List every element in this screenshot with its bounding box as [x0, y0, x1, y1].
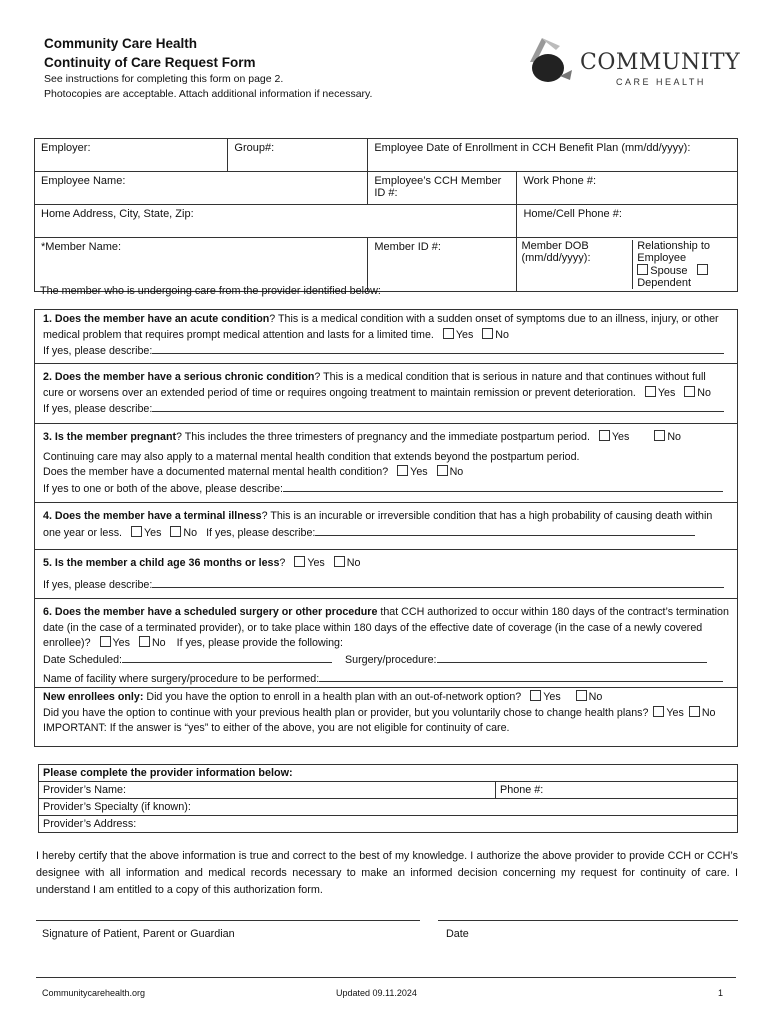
- q4-describe-label: If yes, please describe:: [206, 526, 316, 539]
- member-name-field[interactable]: *Member Name:: [35, 238, 368, 292]
- certification-text: I hereby certify that the above information is true and correct to the best of my knowledge. I authorize the above provider to provide CCH or CCH’s designee with all information and medical records necessary to make an informed decision concerning my request for continuity of care. I understand I am entitled to a copy of this authorization form.: [36, 850, 738, 896]
- provider-info-table: [38, 764, 738, 833]
- question-3: [35, 424, 737, 503]
- instructions-line-1: See instructions for completing this form on page 2.: [44, 73, 284, 85]
- new-enrollees-section: [35, 688, 737, 746]
- q2-yes-label: Yes: [657, 386, 676, 399]
- provider-address-field[interactable]: Provider’s Address:: [39, 816, 738, 833]
- date-label: Date: [446, 928, 469, 940]
- new-enrollees-question-2: Did you have the option to continue with your previous health plan or provider, but you voluntarily chose to change health plans?: [43, 706, 649, 719]
- relationship-label: Relationship to Employee: [637, 240, 711, 264]
- new-q1-no-checkbox[interactable]: [576, 690, 587, 701]
- logo-subtitle: CARE HEALTH: [616, 77, 706, 87]
- new-q1-no-label: No: [588, 691, 603, 703]
- q5-yes-label: Yes: [307, 557, 325, 569]
- q4-heading: 4. Does the member have a terminal illness: [43, 510, 262, 522]
- q6-yes-checkbox[interactable]: [100, 636, 111, 647]
- q6-facility-label: Name of facility where surgery/procedure to be performed:: [43, 673, 320, 685]
- q2-text: ? This is a medical condition that is serious in nature and that continues without full cure or worsens over an extended period of time or requires ongoing treatment to maintain remission or prevent deterioration.: [43, 371, 706, 399]
- q5-heading: 5. Is the member a child age 36 months or less: [43, 557, 280, 569]
- question-2: [35, 364, 737, 424]
- employee-info-table: [34, 138, 738, 292]
- q6-facility-line[interactable]: [319, 671, 723, 682]
- home-address-field[interactable]: Home Address, City, State, Zip:: [35, 205, 517, 238]
- q6-no-label: No: [151, 637, 166, 649]
- employee-name-field[interactable]: Employee Name:: [35, 172, 368, 205]
- question-1: [35, 310, 737, 364]
- provider-heading: Please complete the provider information below:: [39, 765, 738, 782]
- q4-yes-label: Yes: [144, 526, 162, 539]
- q3-maternal-text: Continuing care may also apply to a maternal mental health condition that extends beyond the postpartum period.: [43, 450, 580, 463]
- page-number: 1: [718, 988, 724, 998]
- q5-describe-label: If yes, please describe:: [43, 578, 153, 591]
- q6-date-label: Date Scheduled:: [43, 653, 123, 666]
- question-6: [35, 599, 737, 688]
- q2-no-label: No: [697, 386, 711, 399]
- community-care-health-logo: [520, 32, 740, 92]
- signature-label: Signature of Patient, Parent or Guardian: [42, 928, 235, 940]
- q4-no-checkbox[interactable]: [170, 526, 181, 537]
- provider-phone-field[interactable]: Phone #:: [496, 782, 738, 799]
- q1-text: ? This is a medical condition with a sudden onset of symptoms due to an illness, injury, or other medical problem that requires prompt medical attention and lasts for a limited time.: [43, 313, 719, 341]
- q6-no-checkbox[interactable]: [139, 636, 150, 647]
- q1-yes-label: Yes: [455, 328, 474, 341]
- employer-field[interactable]: Employer:: [35, 139, 228, 172]
- q1-describe-label: If yes, please describe:: [43, 345, 153, 357]
- spouse-label: Spouse: [650, 265, 688, 277]
- q1-describe-line[interactable]: [152, 343, 724, 354]
- work-phone-field[interactable]: Work Phone #:: [517, 172, 738, 205]
- q6-heading: 6. Does the member have a scheduled surgery or other procedure: [43, 606, 378, 618]
- member-dob-relationship-cell: [517, 238, 738, 292]
- question-5: 5. Is the member a child age 36 months or less? Yes No If yes, please describe:: [35, 550, 737, 599]
- new-q2-yes-checkbox[interactable]: [653, 706, 664, 717]
- q4-describe-line[interactable]: [315, 525, 695, 536]
- logo-word: COMMUNITY: [580, 50, 741, 75]
- q3b-yes-checkbox[interactable]: [397, 465, 408, 476]
- q3b-yes-label: Yes: [410, 466, 428, 478]
- new-q2-no-checkbox[interactable]: [689, 706, 700, 717]
- home-cell-phone-field[interactable]: Home/Cell Phone #:: [517, 205, 738, 238]
- member-id-field[interactable]: Member ID #:: [368, 238, 517, 292]
- q2-yes-checkbox[interactable]: [645, 386, 656, 397]
- q1-no-checkbox[interactable]: [482, 328, 493, 339]
- relationship-group: [632, 240, 733, 289]
- enrollment-date-field[interactable]: Employee Date of Enrollment in CCH Benefit Plan (mm/dd/yyyy):: [368, 139, 738, 172]
- q1-yes-checkbox[interactable]: [443, 328, 454, 339]
- q2-describe-line[interactable]: [152, 401, 724, 412]
- q3-yes-checkbox[interactable]: [599, 430, 610, 441]
- new-enrollees-heading: New enrollees only:: [43, 691, 144, 703]
- q3-describe-line[interactable]: [283, 481, 723, 492]
- provider-name-field[interactable]: Provider’s Name:: [39, 782, 496, 799]
- q6-text: that CCH authorized to occur within 180 days of the contract’s termination date (in the case of a terminated provider), or to take place within 180 days of the effective date of coverage (in the case of a newly covered enrollee)?: [43, 606, 729, 649]
- q6-yes-label: Yes: [112, 637, 130, 649]
- q6-provide-label: If yes, please provide the following:: [176, 637, 343, 649]
- new-q2-no-label: No: [701, 706, 716, 719]
- q4-yes-checkbox[interactable]: [131, 526, 142, 537]
- instructions-line-2: Photocopies are acceptable. Attach additional information if necessary.: [44, 88, 373, 100]
- q6-surgery-label: Surgery/procedure:: [345, 653, 437, 666]
- q6-surgery-line[interactable]: [437, 652, 707, 663]
- important-notice: IMPORTANT: If the answer is “yes” to either of the above, you are not eligible for continuity of care.: [43, 722, 510, 734]
- q1-heading: 1. Does the member have an acute condition: [43, 313, 270, 325]
- cch-member-id-field[interactable]: Employee’s CCH Member ID #:: [368, 172, 517, 205]
- q5-no-checkbox[interactable]: [334, 556, 345, 567]
- q3b-no-checkbox[interactable]: [437, 465, 448, 476]
- new-q1-yes-label: Yes: [543, 691, 561, 703]
- q3-yes-label: Yes: [611, 431, 630, 443]
- q6-date-line[interactable]: [122, 652, 332, 663]
- footer-website: Communitycarehealth.org: [42, 988, 146, 998]
- q3b-no-label: No: [449, 466, 464, 478]
- intro-text: The member who is undergoing care from the provider identified below:: [40, 285, 381, 297]
- questions-box: [34, 309, 738, 747]
- q3-maternal-question: Does the member have a documented maternal mental health condition?: [43, 466, 389, 478]
- q3-no-label: No: [667, 431, 681, 443]
- q3-text: ? This includes the three trimesters of pregnancy and the immediate postpartum period.: [176, 431, 590, 443]
- footer-updated: Updated 09.11.2024: [336, 988, 417, 998]
- dependent-checkbox[interactable]: [697, 264, 708, 275]
- q2-no-checkbox[interactable]: [684, 386, 695, 397]
- dependent-label: Dependent: [637, 277, 692, 289]
- signature-line[interactable]: [36, 920, 420, 921]
- date-line[interactable]: [438, 920, 738, 921]
- q4-no-label: No: [183, 526, 198, 539]
- q4-text: ? This is an incurable or irreversible condition that has a high probability of causing death within one year or less.: [43, 510, 713, 539]
- new-q1-yes-checkbox[interactable]: [530, 690, 541, 701]
- question-4: [35, 503, 737, 550]
- spouse-checkbox[interactable]: [637, 264, 648, 275]
- q2-heading: 2. Does the member have a serious chronic condition: [43, 371, 315, 383]
- form-title: Continuity of Care Request Form: [44, 55, 256, 70]
- logo-mark-icon: [520, 32, 580, 92]
- group-field[interactable]: Group#:: [228, 139, 368, 172]
- new-q2-yes-label: Yes: [666, 706, 684, 719]
- q3-describe-label: If yes to one or both of the above, please describe:: [43, 482, 284, 495]
- footer-rule: [36, 977, 736, 978]
- q5-no-label: No: [346, 557, 361, 569]
- q1-no-label: No: [495, 328, 509, 341]
- new-enrollees-text: Did you have the option to enroll in a health plan with an out-of-network option?: [143, 691, 522, 703]
- q2-describe-label: If yes, please describe:: [43, 403, 153, 415]
- q5-describe-line[interactable]: [152, 577, 724, 588]
- q3-heading: 3. Is the member pregnant: [43, 431, 177, 443]
- member-dob-field[interactable]: Member DOB (mm/dd/yyyy):: [521, 240, 591, 264]
- form-org-title: Community Care Health: [44, 36, 198, 51]
- q3-no-checkbox[interactable]: [654, 430, 665, 441]
- provider-specialty-field[interactable]: Provider’s Specialty (if known):: [39, 799, 738, 816]
- q5-yes-checkbox[interactable]: [294, 556, 305, 567]
